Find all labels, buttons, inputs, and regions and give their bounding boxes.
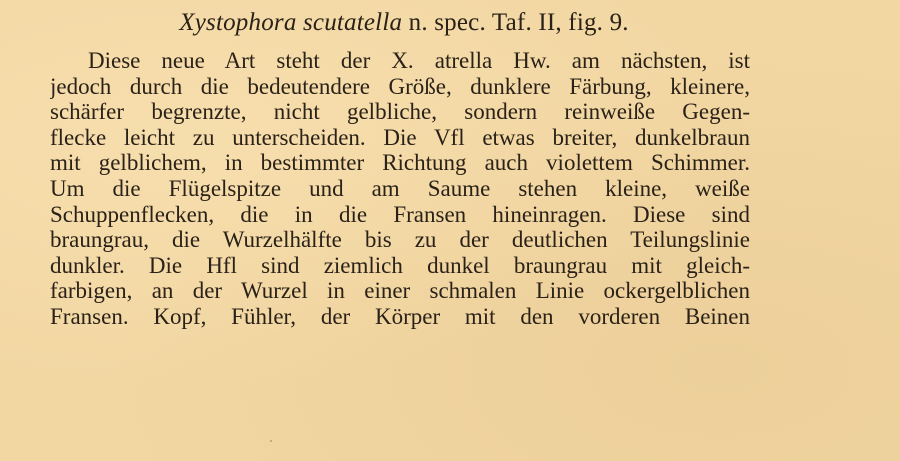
description-paragraph <box>50 48 750 330</box>
text-line: dunkler. Die Hfl sind ziemlich dunkel braungrau mit gleich- <box>50 252 750 278</box>
text-line: Diese neue Art steht der X. atrella Hw. am nächsten, ist <box>88 48 750 73</box>
text-line: Fransen. Kopf, Fühler, der Körper mit den vorderen Beinen <box>50 303 750 329</box>
text-line: farbigen, an der Wurzel in einer schmalen Linie ockergelblichen <box>50 278 750 304</box>
species-reference: n. spec. Taf. II, fig. 9. <box>402 9 629 36</box>
paper-speck <box>270 440 272 442</box>
text-line: jedoch durch die bedeutendere Größe, dunklere Färbung, kleinere, <box>50 73 750 99</box>
text-line: braungrau, die Wurzelhälfte bis zu der deutlichen Teilungslinie <box>50 227 750 253</box>
text-line: Schuppenflecken, die in die Fransen hineinragen. Diese sind <box>50 201 750 227</box>
species-heading <box>0 8 808 38</box>
species-name: Xystophora scutatella <box>179 9 403 36</box>
text-line: mit gelblichem, in bestimmter Richtung auch violettem Schimmer. <box>50 150 750 176</box>
text-line: schärfer begrenzte, nicht gelbliche, sondern reinweiße Gegen- <box>50 99 750 125</box>
text-line: flecke leicht zu unterscheiden. Die Vfl etwas breiter, dunkelbraun <box>50 124 750 150</box>
text-line: Um die Flügelspitze und am Saume stehen kleine, weiße <box>50 175 750 201</box>
